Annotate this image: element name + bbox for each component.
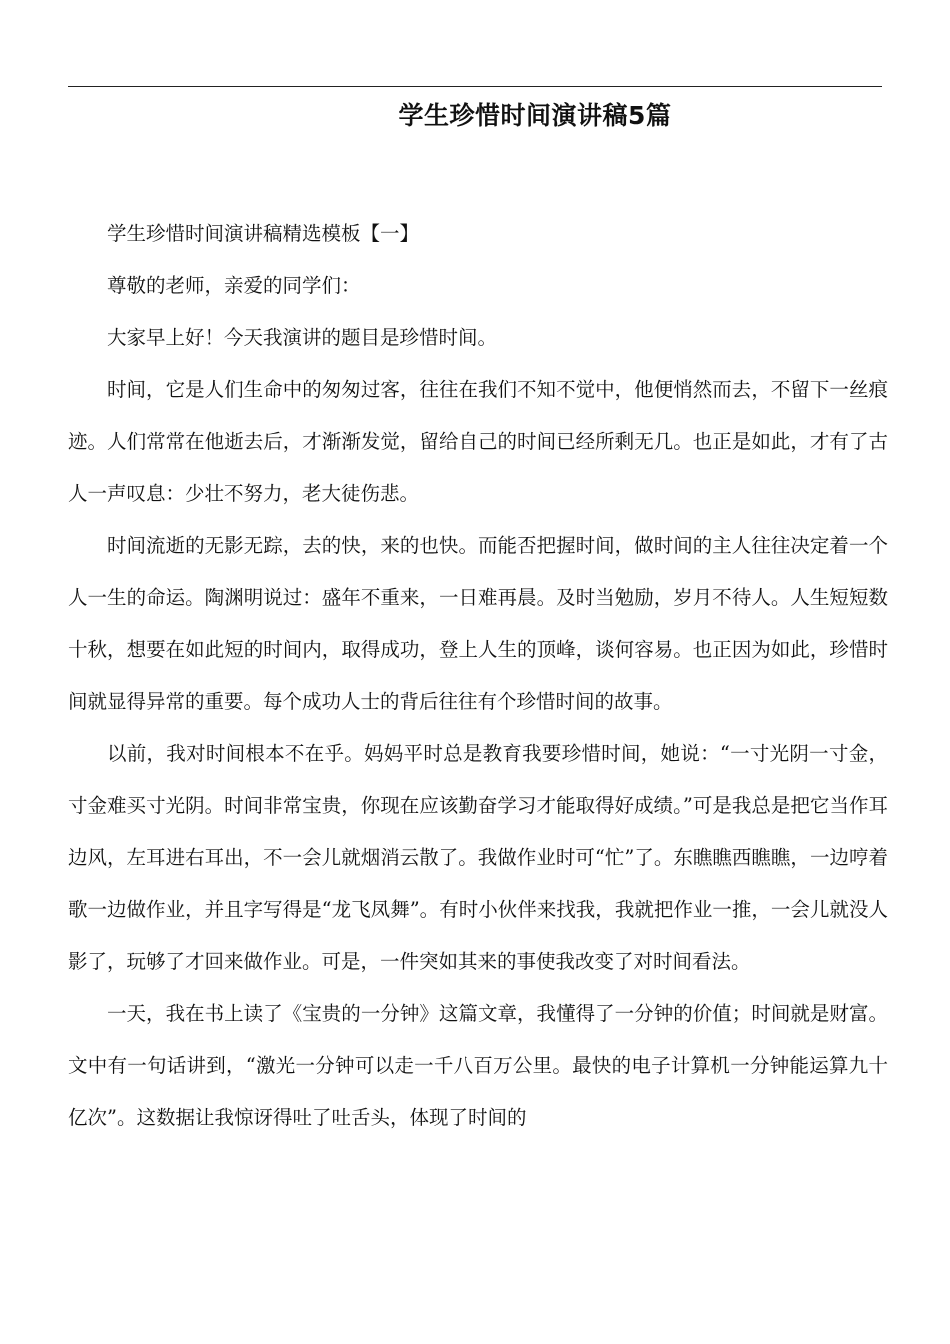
header-rule xyxy=(68,86,882,87)
document-title: 学生珍惜时间演讲稿5篇 xyxy=(398,101,672,130)
section-heading: 学生珍惜时间演讲稿精选模板【一】 xyxy=(107,222,420,245)
body-paragraph: 以前，我对时间根本不在乎。妈妈平时总是教育我要珍惜时间，她说：“一寸光阴一寸金，寸金难买寸光阴。时间非常宝贵，你现在应该勤奋学习才能取得好成绩。”可是我总是把它当作耳边风，左耳进右耳出，不一会儿就烟消云散了。我做作业时可“忙”了。东瞧瞧西瞧瞧，一边哼着歌一边做作业，并且字写得是“龙飞凤舞”。有时小伙伴来找我，我就把作业一推，一会儿就没人影了，玩够了才回来做作业。可是，一件突如其来的事使我改变了对时间看法。 xyxy=(68,742,888,973)
body-paragraph: 时间流逝的无影无踪，去的快，来的也快。而能否把握时间，做时间的主人往往决定着一个人一生的命运。陶渊明说过：盛年不重来，一日难再晨。及时当勉励，岁月不待人。人生短短数十秋，想要在如此短的时间内，取得成功，登上人生的顶峰，谈何容易。也正因为如此，珍惜时间就显得异常的重要。每个成功人士的背后往往有个珍惜时间的故事。 xyxy=(68,534,888,713)
greeting-paragraph: 大家早上好！今天我演讲的题目是珍惜时间。 xyxy=(107,326,498,349)
document-body xyxy=(68,208,888,1144)
salutation: 尊敬的老师，亲爱的同学们： xyxy=(107,274,361,297)
body-paragraph: 时间，它是人们生命中的匆匆过客，往往在我们不知不觉中，他便悄然而去，不留下一丝痕迹。人们常常在他逝去后，才渐渐发觉，留给自己的时间已经所剩无几。也正是如此，才有了古人一声叹息：少壮不努力，老大徒伤悲。 xyxy=(68,378,888,505)
body-paragraph: 一天，我在书上读了《宝贵的一分钟》这篇文章，我懂得了一分钟的价值；时间就是财富。文中有一句话讲到，“激光一分钟可以走一千八百万公里。最快的电子计算机一分钟能运算九十亿次”。这数据让我惊讶得吐了吐舌头，体现了时间的 xyxy=(68,1002,888,1129)
